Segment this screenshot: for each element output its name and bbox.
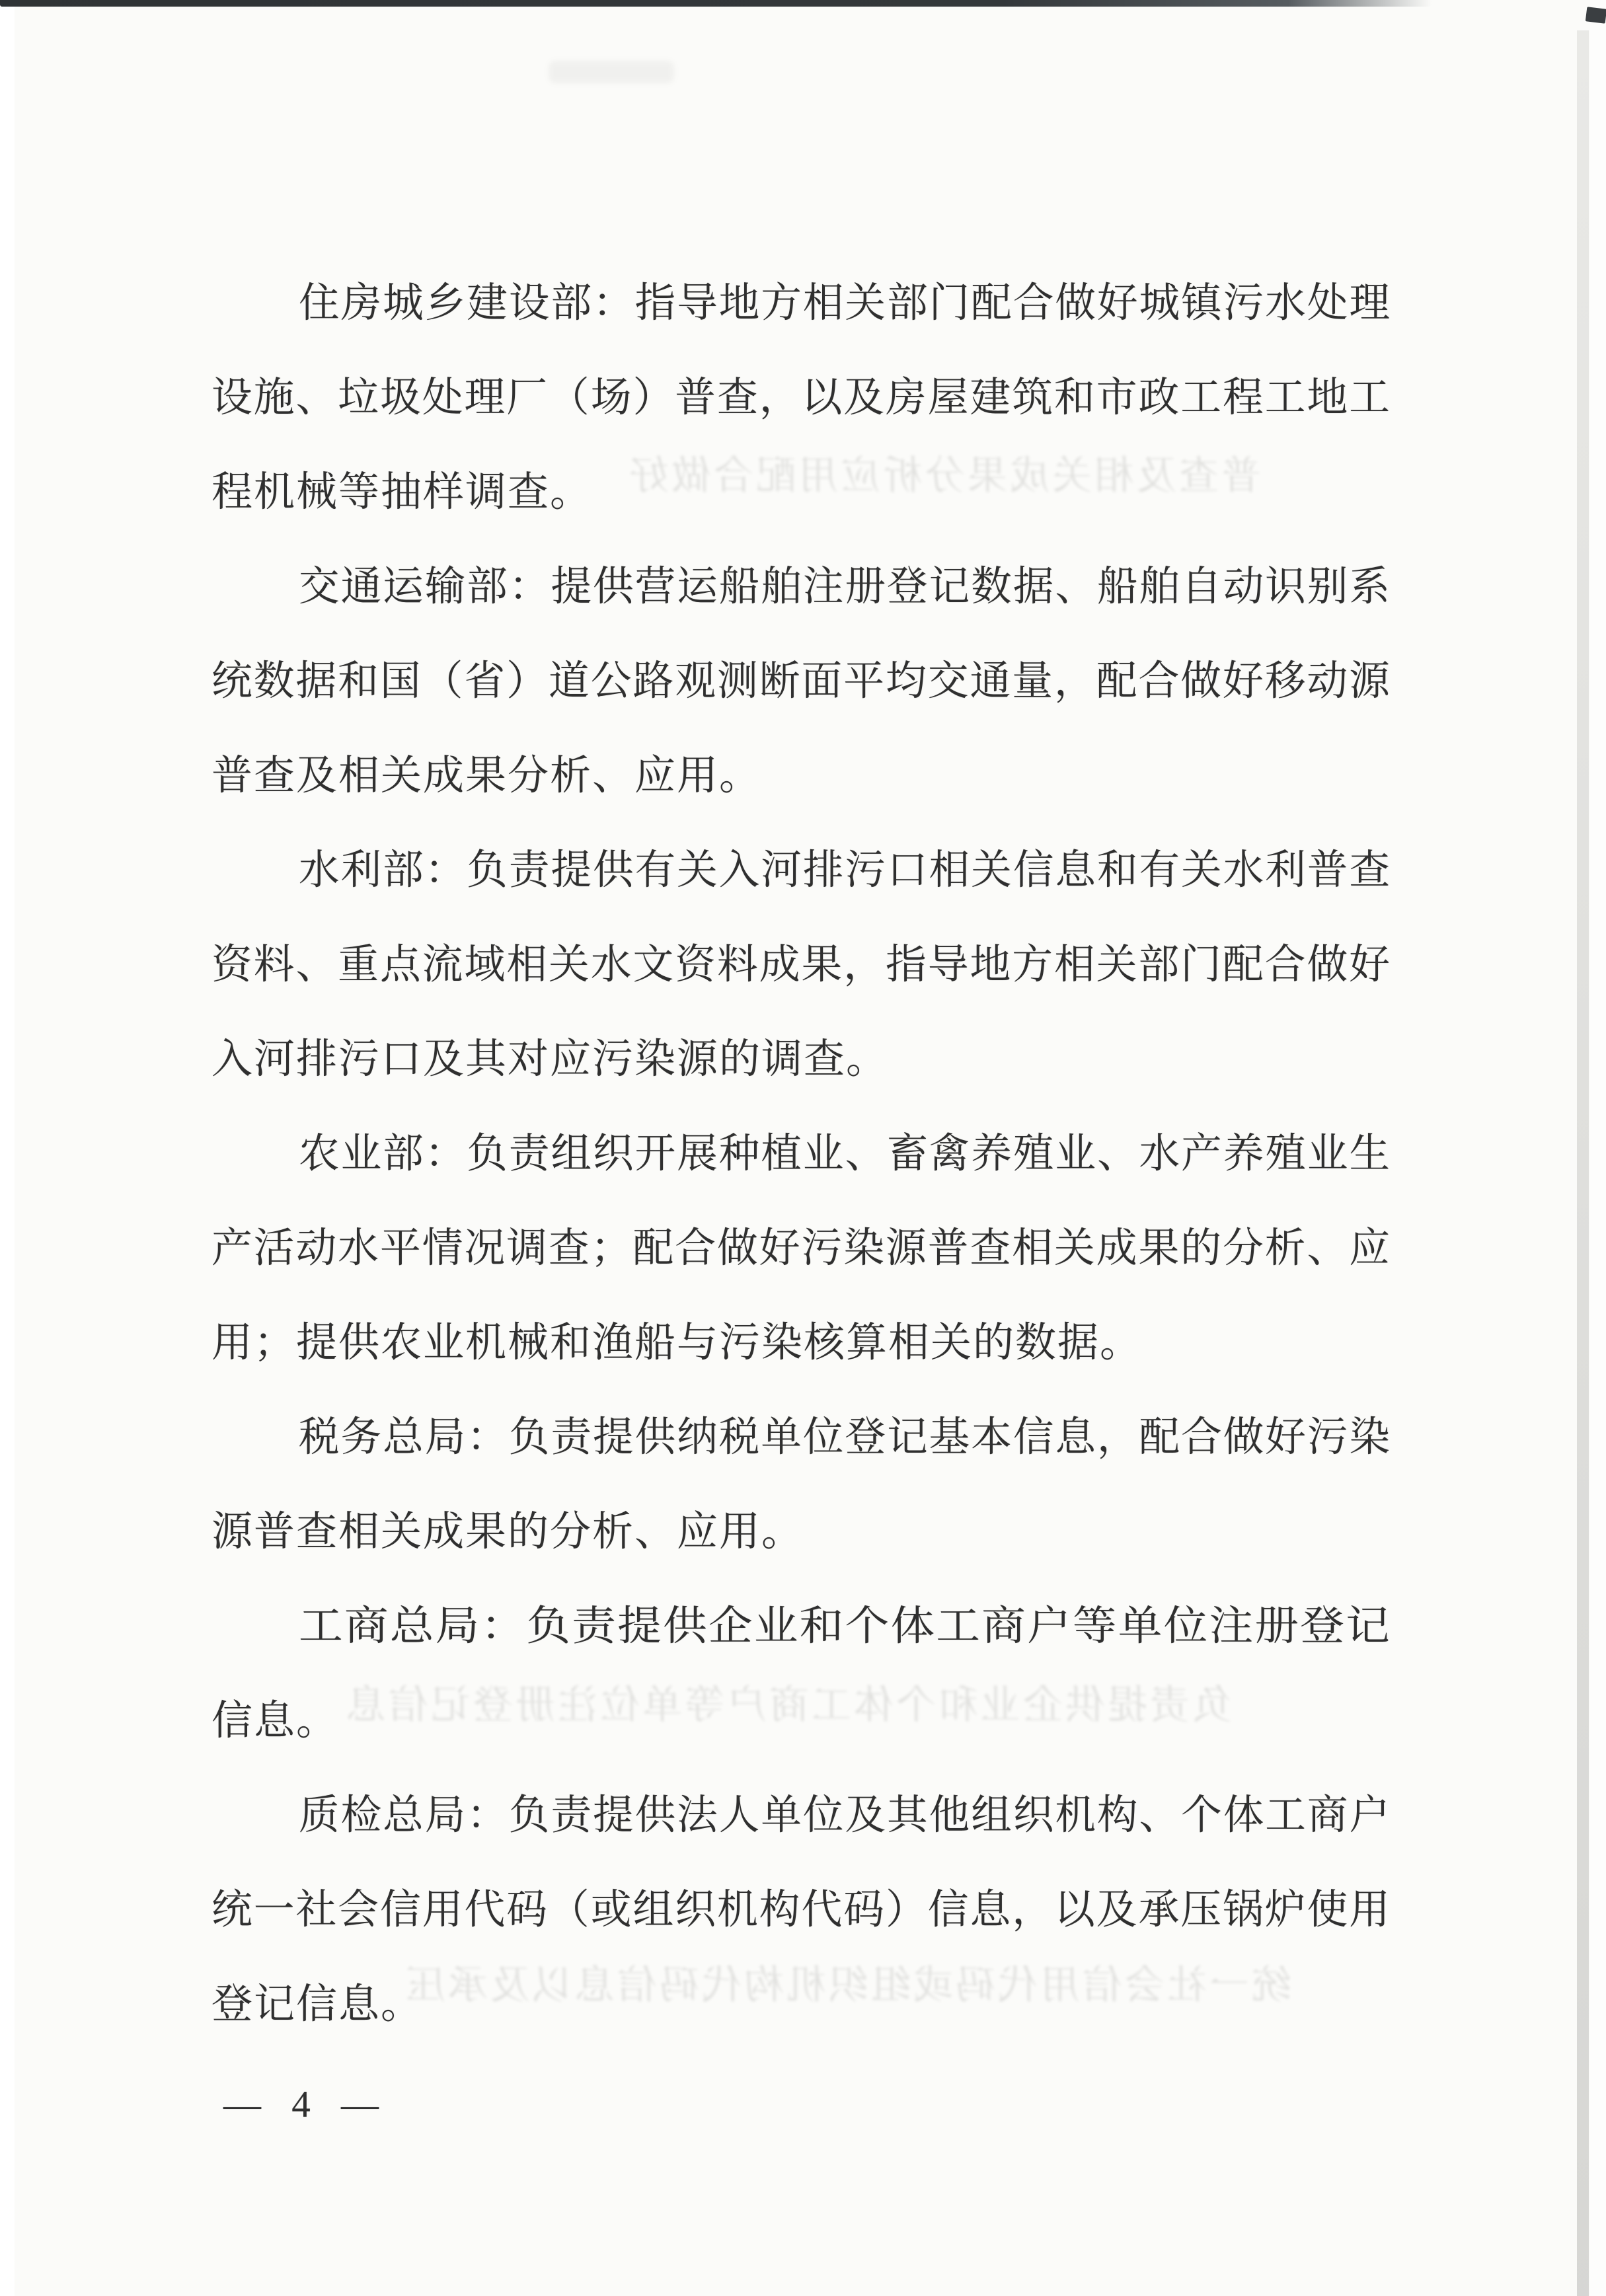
text-line <box>211 634 1391 729</box>
document-body <box>211 256 1391 2052</box>
text-line <box>211 1296 1391 1391</box>
text-line-content: 入河排污口及其对应污染源的调查。 <box>211 1037 889 1082</box>
text-line <box>211 256 1391 351</box>
scan-corner-artifact <box>1586 7 1606 23</box>
text-line-content: 资料、重点流域相关水文资料成果，指导地方相关部门配合做好 <box>211 942 1392 987</box>
text-line-content: 用；提供农业机械和渔船与污染核算相关的数据。 <box>211 1320 1143 1365</box>
text-line-content: 工商总局：负责提供企业和个体工商户等单位注册登记 <box>299 1604 1392 1649</box>
text-line-content: 统数据和国（省）道公路观测断面平均交通量，配合做好移动源 <box>211 659 1392 704</box>
text-line-content: 源普查相关成果的分析、应用。 <box>211 1510 804 1554</box>
text-line-content: 普查及相关成果分析、应用。 <box>211 753 762 798</box>
page-number-footer: — 4 — <box>223 2084 381 2125</box>
bleedthrough-ghost-text: 普查及相关成果分析应用配合做好 <box>627 454 1261 498</box>
text-line <box>211 918 1391 1013</box>
text-line-content: 设施、垃圾处理厂（场）普查，以及房屋建筑和市政工程工地工 <box>211 375 1392 420</box>
scanner-bed-right-strip <box>1590 0 1606 2296</box>
text-line-content: 统一社会信用代码（或组织机构代码）信息，以及承压锅炉使用 <box>211 1888 1392 1932</box>
text-line-content: 交通运输部：提供营运船舶注册登记数据、船舶自动识别系 <box>299 564 1392 609</box>
page-edge-shadow <box>1577 30 1589 2296</box>
scanner-bed-left-strip <box>0 0 15 2296</box>
text-line <box>211 1580 1391 1674</box>
text-line-content: 质检总局：负责提供法人单位及其他组织机构、个体工商户 <box>299 1793 1392 1838</box>
scan-top-edge-artifact <box>0 0 1432 7</box>
text-line <box>211 540 1391 634</box>
text-line-content: 税务总局：负责提供纳税单位登记基本信息，配合做好污染 <box>299 1415 1392 1460</box>
text-line <box>211 1107 1391 1202</box>
text-line-content: 住房城乡建设部：指导地方相关部门配合做好城镇污水处理 <box>299 281 1392 326</box>
text-line <box>211 823 1391 918</box>
text-line <box>211 1013 1391 1107</box>
text-line-content: 程机械等抽样调查。 <box>211 470 593 515</box>
text-line <box>211 1391 1391 1485</box>
text-line-content: 信息。 <box>211 1699 339 1743</box>
text-line <box>211 1769 1391 1863</box>
text-line <box>211 729 1391 823</box>
text-line-content: 产活动水平情况调查；配合做好污染源普查相关成果的分析、应 <box>211 1226 1392 1271</box>
text-line-content: 水利部：负责提供有关入河排污口相关信息和有关水利普查 <box>299 848 1392 893</box>
scan-smudge-artifact <box>549 61 674 83</box>
text-line <box>211 1863 1391 1958</box>
text-line-content: 登记信息。 <box>211 1982 424 2027</box>
bleedthrough-ghost-text: 负责提供企业和个体工商户等单位注册登记信息 <box>344 1683 1232 1727</box>
bleedthrough-ghost-text: 统一社会信用代码或组织机构代码信息以及承压 <box>403 1964 1291 2007</box>
text-line <box>211 1485 1391 1580</box>
text-line <box>211 1202 1391 1296</box>
text-line <box>211 351 1391 445</box>
text-line-content: 农业部：负责组织开展种植业、畜禽养殖业、水产养殖业生 <box>299 1131 1392 1176</box>
